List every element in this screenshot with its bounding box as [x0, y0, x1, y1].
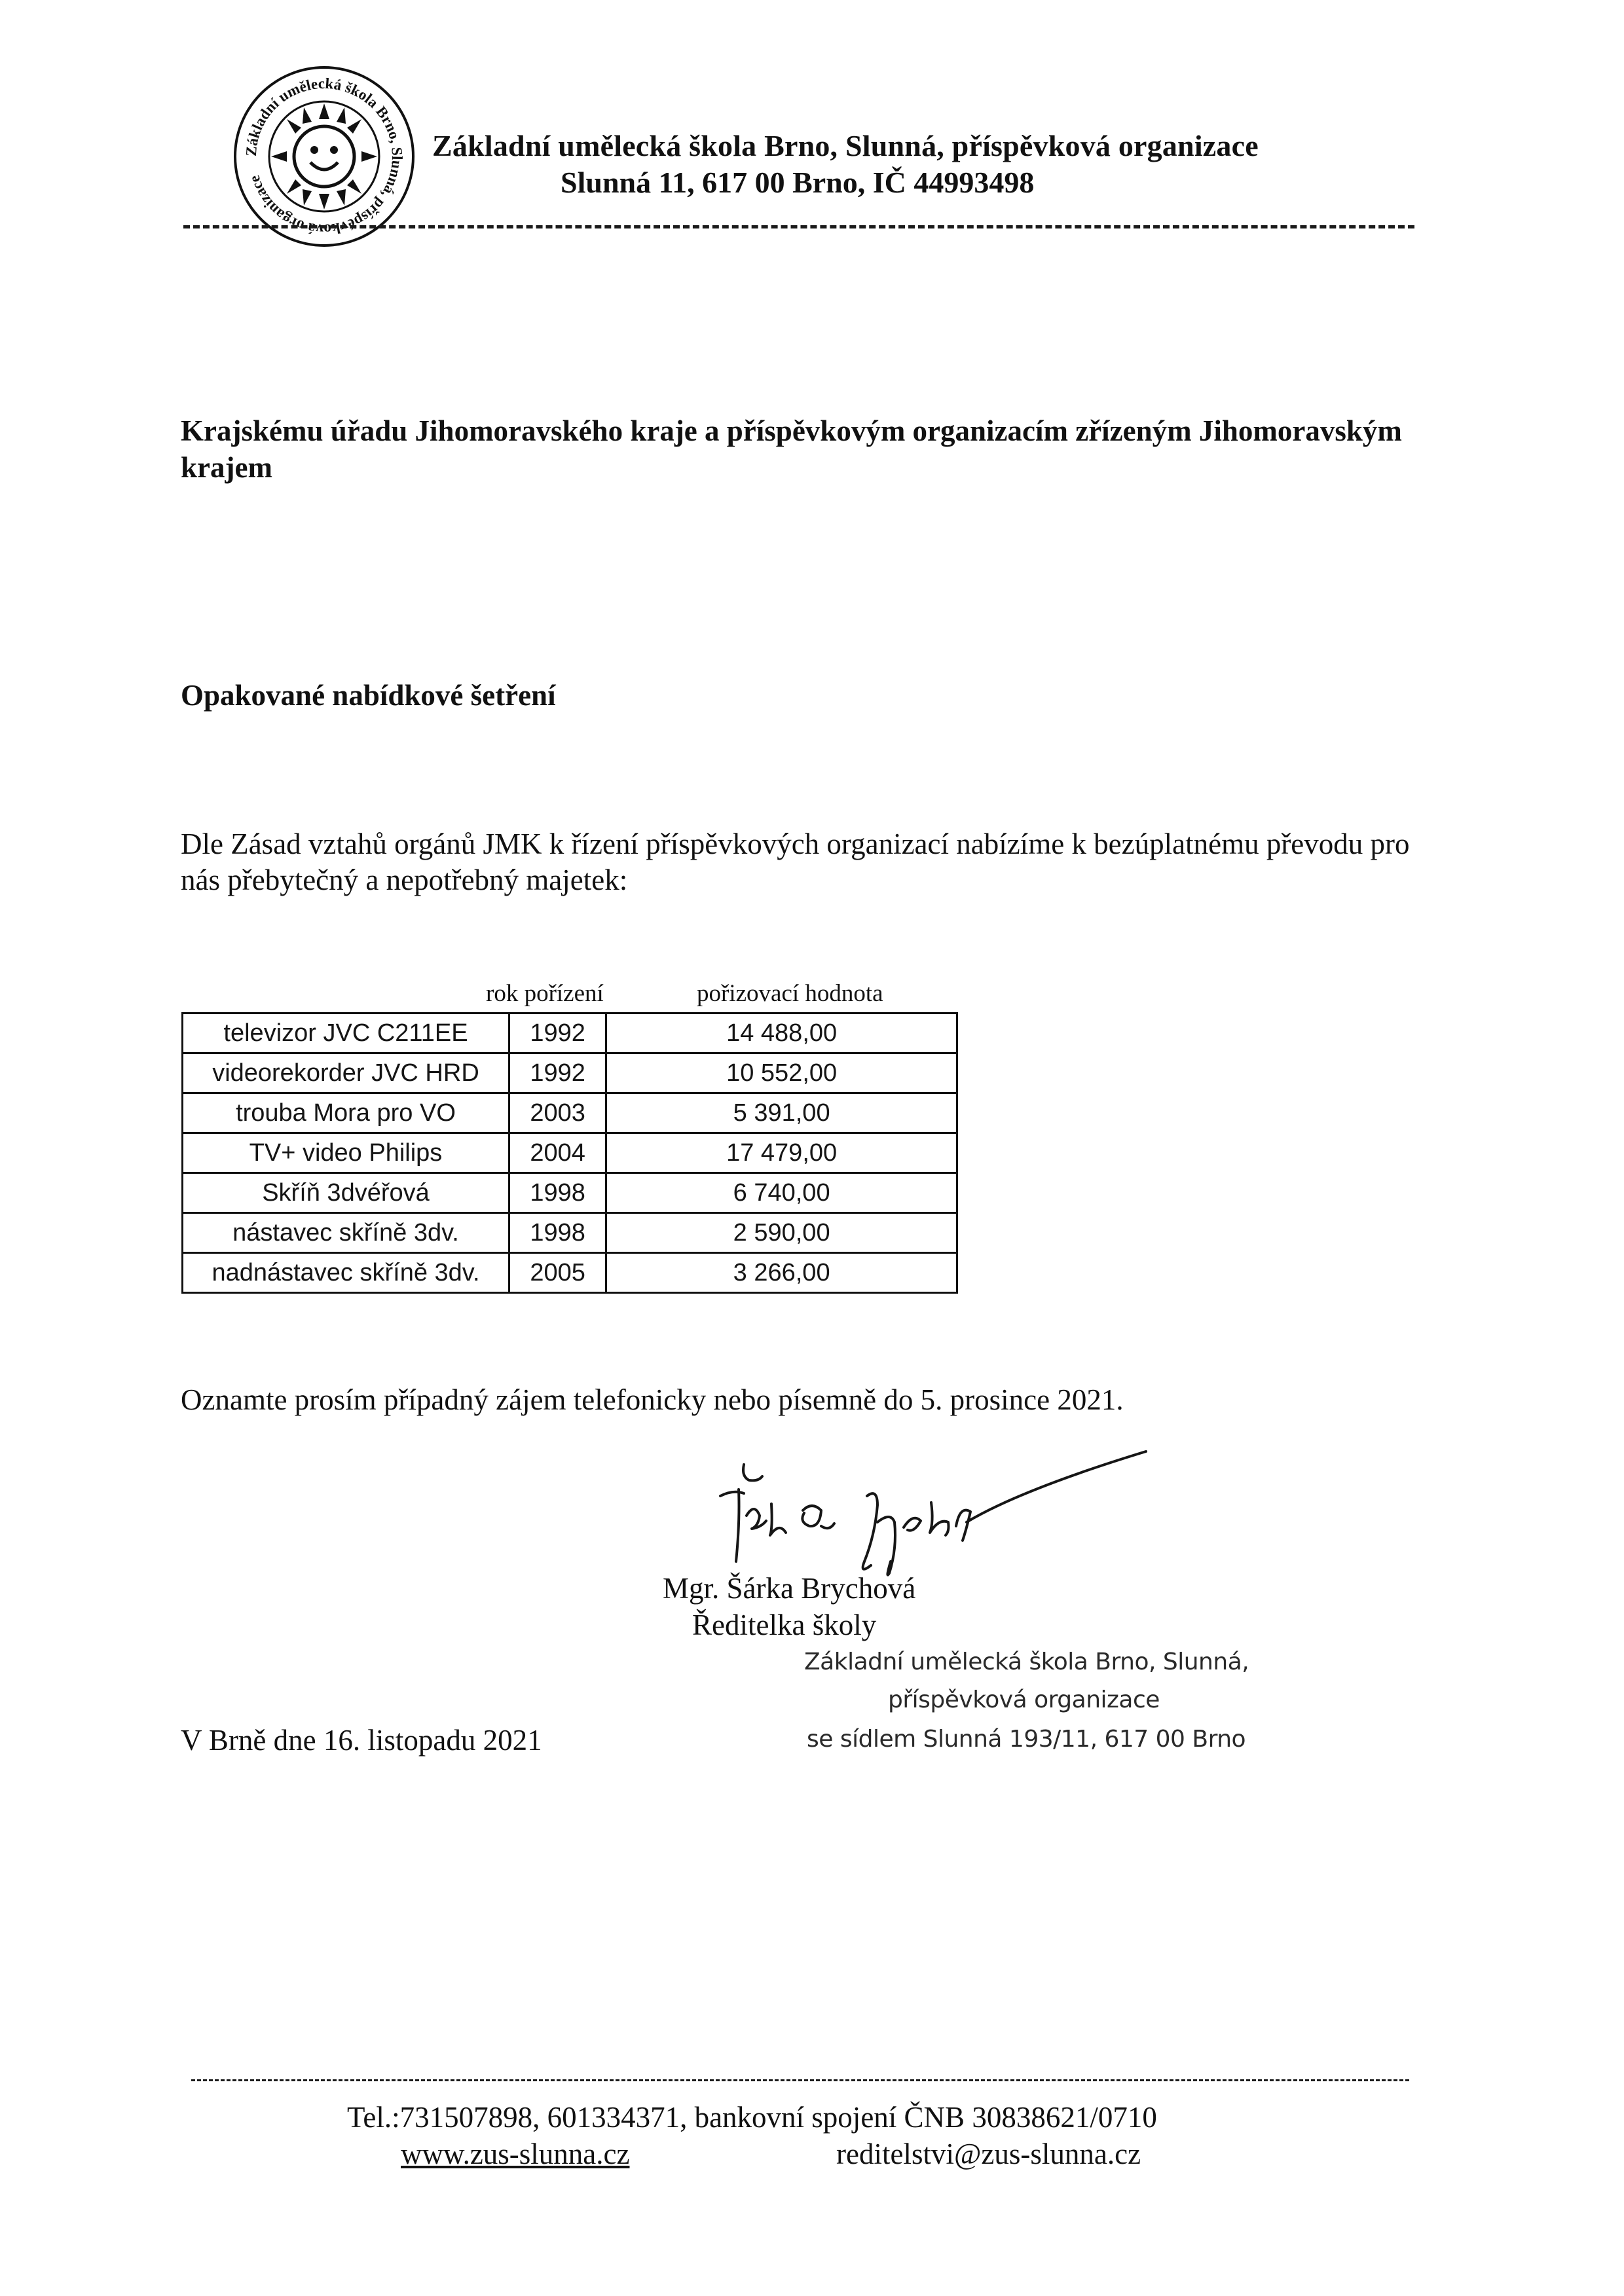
- table-row: [183, 1053, 957, 1093]
- website-link[interactable]: www.zus-slunna.cz: [401, 2138, 630, 2170]
- table-row: [183, 1013, 957, 1053]
- item-name-cell: nadnástavec skříně 3dv.: [183, 1253, 509, 1293]
- value-cell: 2 590,00: [606, 1213, 957, 1253]
- item-name-cell: televizor JVC C211EE: [183, 1013, 509, 1053]
- year-cell: 1998: [509, 1213, 606, 1253]
- value-cell: 10 552,00: [606, 1053, 957, 1093]
- year-cell: 1992: [509, 1053, 606, 1093]
- value-cell: 5 391,00: [606, 1093, 957, 1133]
- year-cell: 2004: [509, 1133, 606, 1173]
- contact-line: Tel.:731507898, 601334371, bankovní spojení ČNB 30838621/0710: [347, 2101, 1157, 2134]
- stamp-line: příspěvková organizace: [888, 1686, 1160, 1713]
- item-name-cell: trouba Mora pro VO: [183, 1093, 509, 1133]
- value-cell: 17 479,00: [606, 1133, 957, 1173]
- year-cell: 1998: [509, 1173, 606, 1213]
- date-place-line: V Brně dne 16. listopadu 2021: [181, 1724, 542, 1757]
- stamp-line: se sídlem Slunná 193/11, 617 00 Brno: [807, 1726, 1246, 1753]
- school-address: Slunná 11, 617 00 Brno, IČ 44993498: [561, 166, 1035, 199]
- intro-paragraph: Dle Zásad vztahů orgánů JMK k řízení příspěvkových organizací nabízíme k bezúplatnému převodu pro nás přebytečný a nepotřebný majetek:: [181, 828, 1410, 896]
- year-cell: 2005: [509, 1253, 606, 1293]
- column-header-year: rok pořízení: [486, 980, 604, 1007]
- notice-text: Oznamte prosím případný zájem telefonicky nebo písemně do 5. prosince 2021.: [181, 1383, 1124, 1416]
- signer-name: Mgr. Šárka Brychová: [663, 1572, 916, 1605]
- item-name-cell: videorekorder JVC HRD: [183, 1053, 509, 1093]
- value-cell: 6 740,00: [606, 1173, 957, 1213]
- school-name: Základní umělecká škola Brno, Slunná, příspěvková organizace: [432, 129, 1259, 162]
- year-cell: 1992: [509, 1013, 606, 1053]
- handwritten-signature: [681, 1450, 1153, 1581]
- footer-divider: [191, 2079, 1409, 2081]
- header-divider: [183, 225, 1414, 228]
- asset-table: [181, 1012, 958, 1294]
- value-cell: 14 488,00: [606, 1013, 957, 1053]
- column-header-value: pořizovací hodnota: [697, 980, 883, 1007]
- item-name-cell: Skříň 3dvéřová: [183, 1173, 509, 1213]
- item-name-cell: TV+ video Philips: [183, 1133, 509, 1173]
- subject-line: Opakované nabídkové šetření: [181, 679, 556, 712]
- table-row: [183, 1173, 957, 1213]
- table-row: [183, 1133, 957, 1173]
- table-row: [183, 1253, 957, 1293]
- item-name-cell: nástavec skříně 3dv.: [183, 1213, 509, 1253]
- table-row: [183, 1213, 957, 1253]
- table-row: [183, 1093, 957, 1133]
- stamp-line: Základní umělecká škola Brno, Slunná,: [804, 1649, 1249, 1675]
- email-address[interactable]: reditelstvi@zus-slunna.cz: [836, 2138, 1141, 2170]
- value-cell: 3 266,00: [606, 1253, 957, 1293]
- signer-title: Ředitelka školy: [692, 1609, 877, 1641]
- recipient-address: Krajskému úřadu Jihomoravského kraje a příspěvkovým organizacím zřízeným Jihomoravským krajem: [181, 414, 1402, 484]
- year-cell: 2003: [509, 1093, 606, 1133]
- logo-ring-text: Základní umělecká škola Brno, Slunná, příspěvková organizace: [242, 75, 406, 238]
- school-logo: [231, 63, 418, 250]
